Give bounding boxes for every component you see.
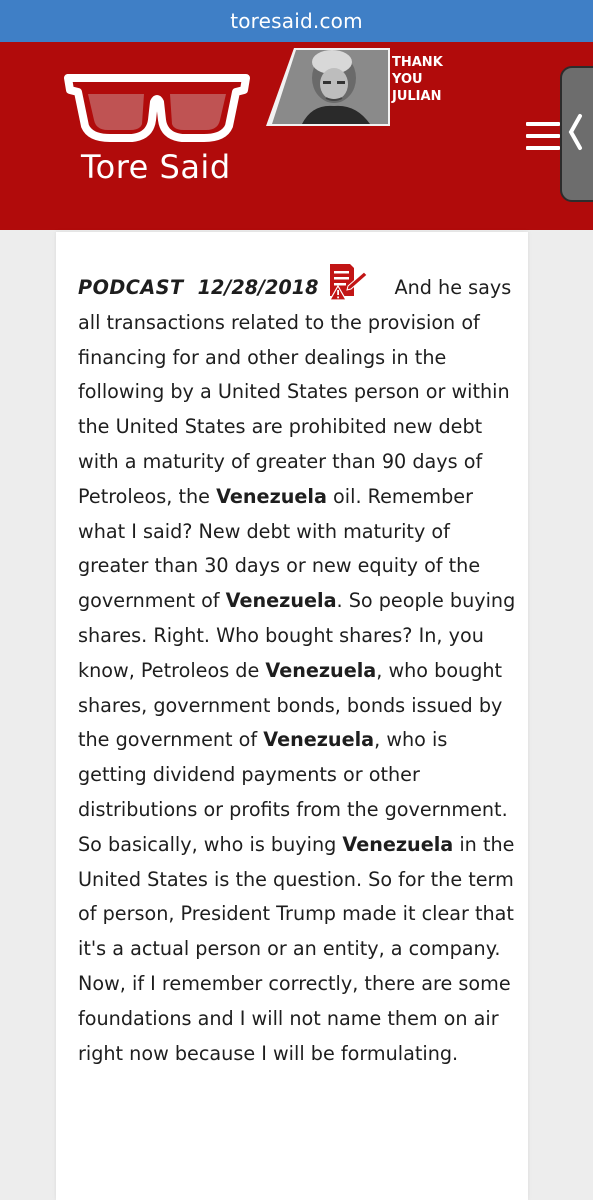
- article-text: , who bought shares, government bonds, bonds issued by the government of: [78, 658, 503, 752]
- article-date: 12/28/2018: [197, 276, 319, 299]
- site-title[interactable]: Tore Said: [81, 148, 231, 186]
- keyword-highlight: Venezuela: [225, 589, 337, 613]
- keyword-highlight: Venezuela: [263, 728, 375, 752]
- article-text: in the United States is the question. So for the term of person, President Trump made it clear that it's a actual person or an entity, a company. Now, if I remember correctly, there are some foundations and I will not name them on air right now because I will be formulating.: [78, 832, 515, 1065]
- julian-portrait-banner[interactable]: [266, 48, 390, 126]
- site-header: [0, 42, 593, 230]
- article-text: oil. Remember what I said? New debt with maturity of greater than 30 days or new equity of the government of: [78, 484, 481, 613]
- keyword-highlight: Venezuela: [216, 484, 327, 508]
- hamburger-menu-icon[interactable]: [526, 122, 562, 152]
- article-body: [78, 262, 518, 1071]
- keyword-highlight: Venezuela: [342, 832, 454, 856]
- podcast-tag[interactable]: PODCAST: [78, 276, 184, 299]
- article-text: And he says all transactions related to the provision of financing for and other dealings in the following by a United States person or within the United States are prohibited new debt with a maturity of greater than 90 days of Petroleos, the: [78, 276, 512, 508]
- browser-url-bar[interactable]: [0, 0, 593, 42]
- url-text: toresaid.com: [230, 9, 363, 33]
- article-text: , who is getting dividend payments or other distributions or profits from the government. So basically, who is buying: [78, 728, 508, 856]
- article-text: . So people buying shares. Right. Who bought shares? In, you know, Petroleos de: [78, 589, 516, 682]
- thank-you-julian-text: THANK YOU JULIAN: [392, 55, 443, 104]
- document-alert-icon[interactable]: [324, 262, 368, 302]
- keyword-highlight: Venezuela: [265, 658, 377, 682]
- chevron-left-icon: [566, 112, 584, 152]
- glasses-icon[interactable]: [64, 68, 250, 142]
